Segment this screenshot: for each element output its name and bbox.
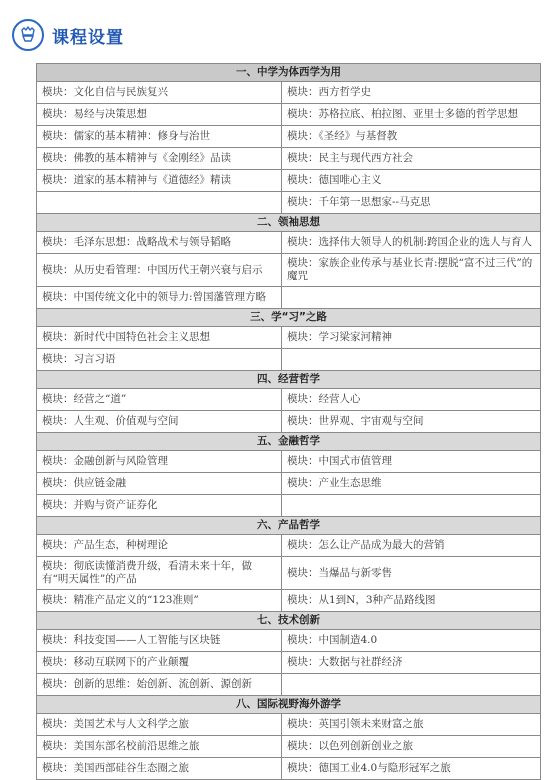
module-cell-right: 模块：产业生态思维: [282, 473, 541, 495]
table-row: [37, 287, 541, 309]
table-row: [37, 82, 541, 104]
module-cell-left: 模块：佛教的基本精神与《金刚经》品读: [37, 148, 282, 170]
section-header-row: [37, 64, 541, 82]
table-row: [37, 192, 541, 214]
table-row: [37, 451, 541, 473]
section-header-row: [37, 371, 541, 389]
table-row: [37, 630, 541, 652]
module-cell-left: 模块：美国艺术与人文科学之旅: [37, 714, 282, 736]
module-cell-right: 模块：德国工业4.0与隐形冠军之旅: [282, 758, 541, 780]
module-cell-left: 模块：供应链金融: [37, 473, 282, 495]
module-cell-right: 模块：家族企业传承与基业长青:摆脱“富不过三代”的魔咒: [282, 254, 541, 287]
module-cell-left: 模块：彻底读懂消费升级，看清未来十年，做有“明天属性”的产品: [37, 557, 282, 590]
section-heading: 二、领袖思想: [37, 214, 541, 232]
module-cell-left: 模块：创新的思维：始创新、流创新、源创新: [37, 674, 282, 696]
module-cell-right: 模块：中国式市值管理: [282, 451, 541, 473]
section-heading: 四、经营哲学: [37, 371, 541, 389]
section-header-row: [37, 309, 541, 327]
module-cell-right: 模块：世界观、宇宙观与空间: [282, 411, 541, 433]
table-row: [37, 327, 541, 349]
section-heading: 六、产品哲学: [37, 517, 541, 535]
table-row: [37, 148, 541, 170]
table-row: [37, 495, 541, 517]
module-cell-left: 模块：易经与决策思想: [37, 104, 282, 126]
table-row: [37, 389, 541, 411]
crown-cup-icon: [12, 19, 44, 51]
module-cell-right: [282, 495, 541, 517]
module-cell-right: 模块：苏格拉底、柏拉图、亚里士多德的哲学思想: [282, 104, 541, 126]
module-cell-right: 模块：从1到N，3种产品路线图: [282, 590, 541, 612]
module-cell-right: 模块：学习梁家河精神: [282, 327, 541, 349]
table-row: [37, 736, 541, 758]
section-header-row: [37, 214, 541, 232]
module-cell-left: 模块：儒家的基本精神：修身与治世: [37, 126, 282, 148]
module-cell-right: 模块：中国制造4.0: [282, 630, 541, 652]
table-row: [37, 411, 541, 433]
module-cell-left: 模块：精准产品定义的“123准则”: [37, 590, 282, 612]
module-cell-left: 模块：毛泽东思想：战略战术与领导韬略: [37, 232, 282, 254]
module-cell-left: 模块：人生观、价值观与空间: [37, 411, 282, 433]
module-cell-left: 模块：美国西部硅谷生态圈之旅: [37, 758, 282, 780]
module-cell-right: 模块：怎么让产品成为最大的营销: [282, 535, 541, 557]
module-cell-right: 模块：当爆品与新零售: [282, 557, 541, 590]
table-row: [37, 758, 541, 780]
course-table: [36, 63, 541, 780]
module-cell-right: 模块：英国引领未来财富之旅: [282, 714, 541, 736]
module-cell-left: 模块：并购与资产证券化: [37, 495, 282, 517]
course-table-container: [36, 63, 540, 780]
table-row: [37, 126, 541, 148]
module-cell-left: 模块：新时代中国特色社会主义思想: [37, 327, 282, 349]
module-cell-left: 模块：美国东部名校前沿思维之旅: [37, 736, 282, 758]
module-cell-left: 模块：文化自信与民族复兴: [37, 82, 282, 104]
table-row: [37, 674, 541, 696]
table-row: [37, 557, 541, 590]
module-cell-left: 模块：习言习语: [37, 349, 282, 371]
module-cell-right: 模块：以色列创新创业之旅: [282, 736, 541, 758]
module-cell-right: [282, 674, 541, 696]
section-heading: 七、技术创新: [37, 612, 541, 630]
table-row: [37, 590, 541, 612]
module-cell-right: 模块：民主与现代西方社会: [282, 148, 541, 170]
module-cell-left: 模块：从历史看管理：中国历代王朝兴衰与启示: [37, 254, 282, 287]
module-cell-left: 模块：产品生态，种树理论: [37, 535, 282, 557]
module-cell-left: 模块：金融创新与风险管理: [37, 451, 282, 473]
module-cell-left: 模块：中国传统文化中的领导力:曾国藩管理方略: [37, 287, 282, 309]
module-cell-right: 模块：西方哲学史: [282, 82, 541, 104]
page-header: [12, 20, 124, 50]
section-header-row: [37, 612, 541, 630]
table-row: [37, 652, 541, 674]
module-cell-left: 模块：经营之“道”: [37, 389, 282, 411]
module-cell-right: 模块：选择伟大领导人的机制:跨国企业的选人与育人: [282, 232, 541, 254]
table-row: [37, 104, 541, 126]
table-row: [37, 170, 541, 192]
section-heading: 五、金融哲学: [37, 433, 541, 451]
module-cell-right: 模块：德国唯心主义: [282, 170, 541, 192]
module-cell-left: 模块：科技变国——人工智能与区块链: [37, 630, 282, 652]
page-title: 课程设置: [52, 27, 124, 48]
module-cell-right: 模块：经营人心: [282, 389, 541, 411]
module-cell-right: 模块：《圣经》与基督教: [282, 126, 541, 148]
module-cell-left: 模块：道家的基本精神与《道德经》精读: [37, 170, 282, 192]
section-header-row: [37, 517, 541, 535]
table-row: [37, 714, 541, 736]
module-cell-left: 模块：移动互联网下的产业颠覆: [37, 652, 282, 674]
section-header-row: [37, 433, 541, 451]
section-heading: 一、中学为体西学为用: [37, 64, 541, 82]
table-row: [37, 349, 541, 371]
section-header-row: [37, 696, 541, 714]
table-row: [37, 232, 541, 254]
module-cell-right: [282, 349, 541, 371]
table-row: [37, 473, 541, 495]
table-row: [37, 535, 541, 557]
module-cell-left: [37, 192, 282, 214]
section-heading: 三、学“习”之路: [37, 309, 541, 327]
section-heading: 八、国际视野海外游学: [37, 696, 541, 714]
table-row: [37, 254, 541, 287]
module-cell-right: 模块：大数据与社群经济: [282, 652, 541, 674]
module-cell-right: [282, 287, 541, 309]
module-cell-right: 模块：千年第一思想家--马克思: [282, 192, 541, 214]
